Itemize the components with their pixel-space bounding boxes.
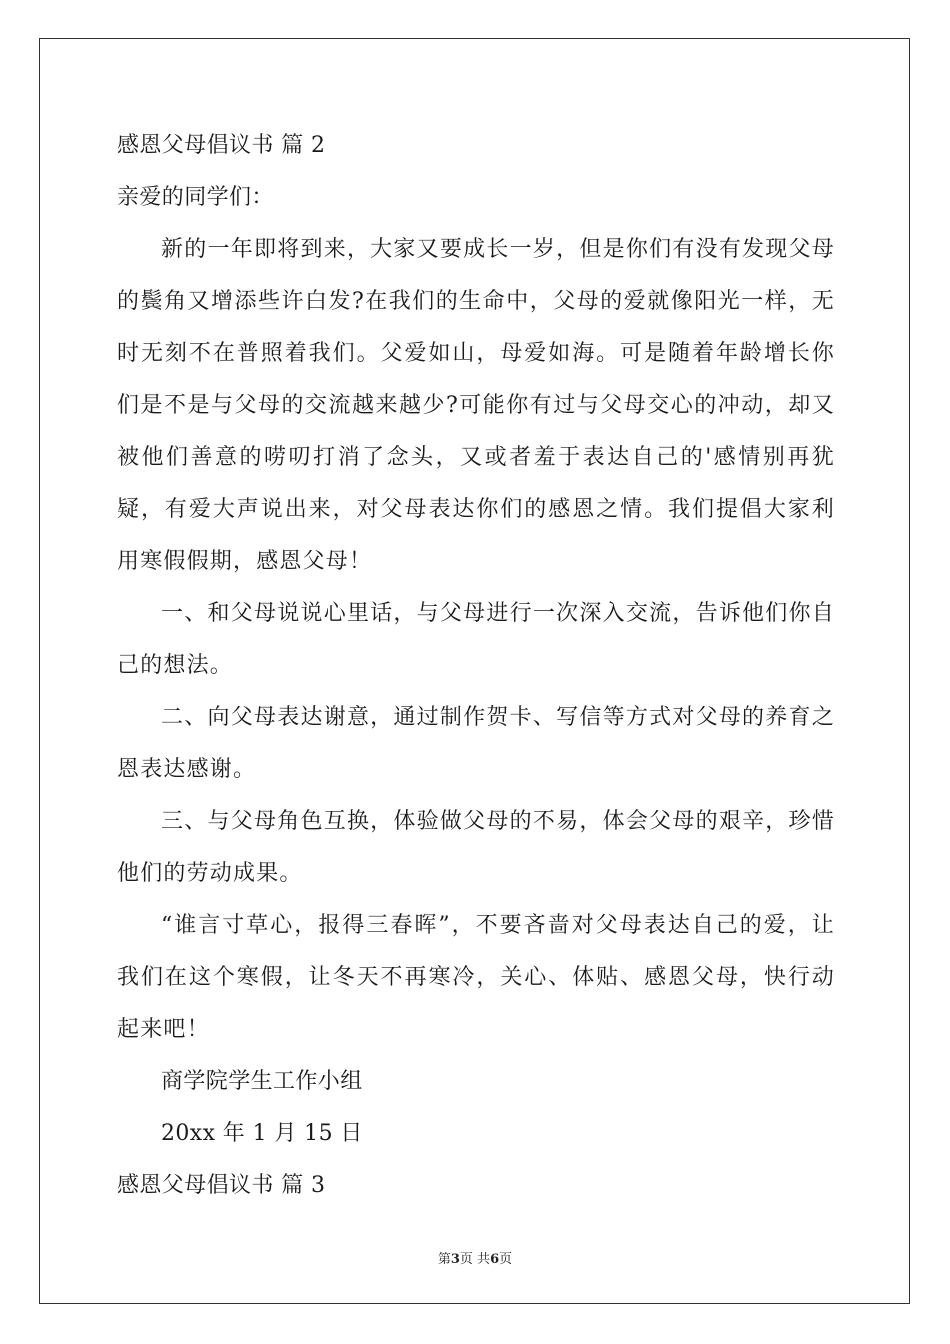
section-title-2: 感恩父母倡议书 篇 2 [117,133,326,158]
paragraph-item-2: 二、向父母表达谢意，通过制作贺卡、写信等方式对父母的养育之恩表达感谢。 [117,705,835,782]
date: 20xx 年 1 月 15 日 [161,1121,363,1146]
footer-current-page: 3 [450,1252,460,1267]
signature: 商学院学生工作小组 [161,1069,363,1094]
paragraph-item-1: 一、和父母说说心里话，与父母进行一次深入交流，告诉他们你自己的想法。 [117,601,835,678]
footer-suffix: 页 [499,1252,513,1267]
document-body [117,120,835,1212]
greeting: 亲爱的同学们： [117,185,274,210]
paragraph-closing: “谁言寸草心，报得三春晖”，不要吝啬对父母表达自己的爱，让我们在这个寒假，让冬天不再寒冷，关心、体贴、感恩父母，快行动起来吧！ [117,913,835,1042]
footer-mid: 页 共 [459,1252,491,1267]
footer-prefix: 第 [437,1252,451,1267]
paragraph-intro: 新的一年即将到来，大家又要成长一岁，但是你们有没有发现父母的鬓角又增添些许白发?在我们的生命中，父母的爱就像阳光一样，无时无刻不在普照着我们。父爱如山，母爱如海。可是随着年龄增长你们是不是与父母的交流越来越少?可能你有过与父母交心的冲动，却又被他们善意的唠叨打消了念头，又或者羞于表达自己的'感情别再犹疑，有爱大声说出来，对父母表达你们的感恩之情。我们提倡大家利用寒假假期，感恩父母！ [117,237,835,574]
page-footer [0,1248,950,1267]
footer-total-pages: 6 [490,1252,500,1267]
section-title-3: 感恩父母倡议书 篇 3 [117,1173,326,1198]
paragraph-item-3: 三、与父母角色互换，体验做父母的不易，体会父母的艰辛，珍惜他们的劳动成果。 [117,809,835,886]
